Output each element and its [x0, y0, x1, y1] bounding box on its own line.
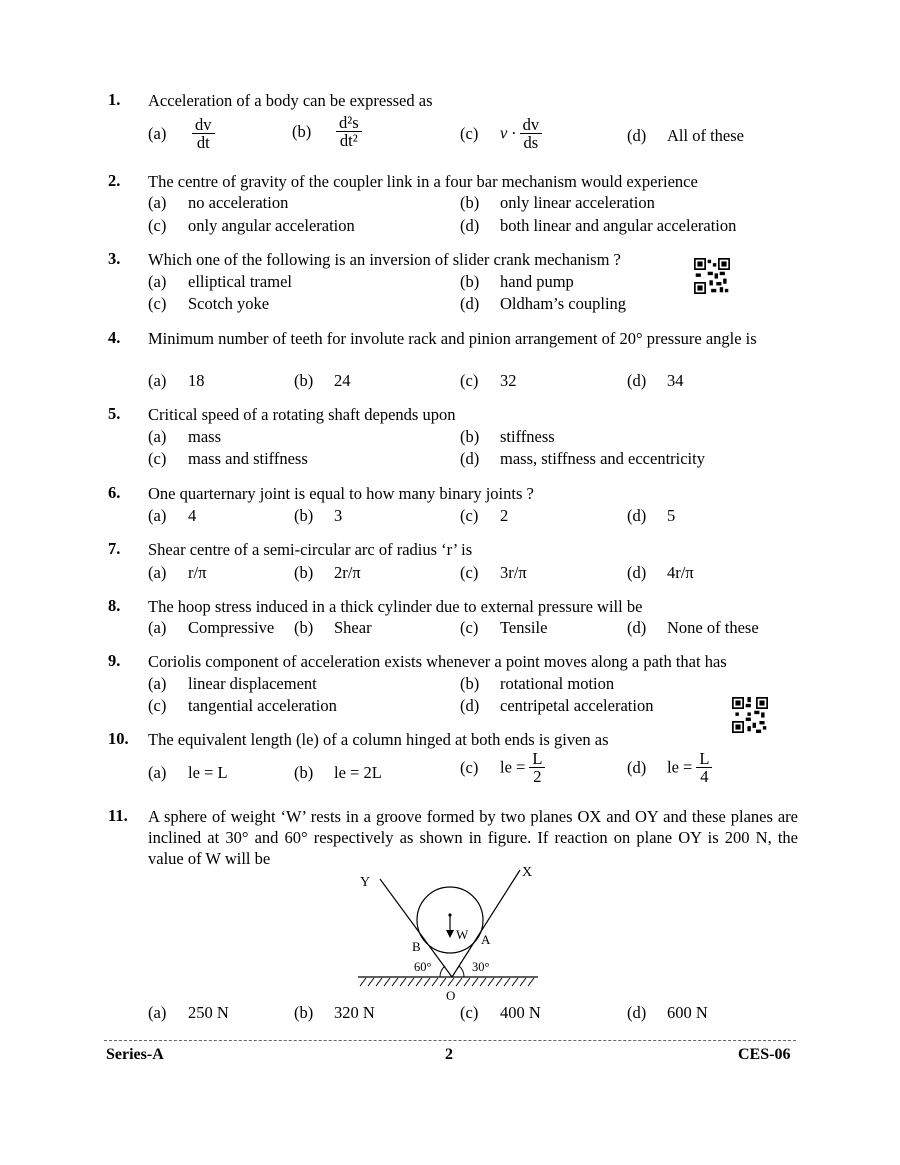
- question-stem: A sphere of weight ‘W’ rests in a groove formed by two planes OX and OY and these planes are inclined at 30° and 60° respectively as shown in figure. If reaction on plane OY is 200 N, the value of W will be: [148, 807, 798, 868]
- option-tag: (d): [460, 294, 480, 313]
- option-tag: (a): [148, 371, 167, 390]
- question-number: 8.: [108, 596, 121, 615]
- fraction: [696, 750, 712, 785]
- option-b: [294, 618, 372, 638]
- option-c: [148, 294, 269, 314]
- weight-arrowhead: [446, 930, 454, 938]
- option-tag: (d): [627, 618, 647, 637]
- option-a: [148, 506, 196, 526]
- option-tag: (d): [460, 696, 480, 715]
- fraction: [336, 114, 362, 149]
- option-tag: (b): [460, 193, 480, 212]
- numerator: d²s: [336, 114, 362, 132]
- numerator: L: [529, 750, 545, 768]
- option-tag: (d): [627, 371, 647, 390]
- question-number: 10.: [108, 729, 129, 748]
- option-text: 3: [334, 506, 343, 525]
- option-tag: (c): [460, 371, 479, 390]
- question-stem: Which one of the following is an inversion of slider crank mechanism ?: [148, 250, 621, 269]
- fraction: [192, 116, 215, 151]
- option-text: le = L: [188, 763, 228, 782]
- option-c: [460, 563, 527, 583]
- option-tag: (a): [148, 193, 167, 212]
- option-text: 24: [334, 371, 351, 390]
- option-d: [460, 449, 705, 469]
- angle-arc-left: [440, 966, 445, 977]
- option-tag: (c): [148, 294, 167, 313]
- option-tag: (c): [460, 123, 479, 143]
- option-text: mass: [188, 427, 221, 446]
- option-tag: (b): [294, 1003, 314, 1022]
- label-angle-left: 60°: [414, 960, 432, 974]
- option-tag: (b): [294, 371, 314, 390]
- numerator: dv: [192, 116, 215, 134]
- option-tag: (c): [460, 563, 479, 582]
- option-a: [148, 371, 205, 391]
- option-a: [148, 763, 228, 783]
- option-text: no acceleration: [188, 193, 289, 212]
- option-tag: (d): [627, 506, 647, 525]
- option-a: [148, 272, 292, 292]
- option-text: elliptical tramel: [188, 272, 292, 291]
- option-a: [148, 1003, 229, 1023]
- option-text: Tensile: [500, 618, 548, 637]
- option-b: [294, 506, 342, 526]
- footer-series: Series-A: [106, 1046, 164, 1063]
- question-stem: Coriolis component of acceleration exists whenever a point moves along a path that has: [148, 652, 727, 671]
- option-text: mass and stiffness: [188, 449, 308, 468]
- option-tag: (d): [627, 1003, 647, 1022]
- question-number: 9.: [108, 651, 121, 670]
- option-c: [148, 449, 308, 469]
- question-number: 6.: [108, 483, 121, 502]
- option-a: [148, 193, 288, 213]
- option-text: Scotch yoke: [188, 294, 270, 313]
- question-stem: One quarternary joint is equal to how many binary joints ?: [148, 484, 534, 503]
- option-tag: (b): [294, 618, 314, 637]
- option-d: [460, 216, 736, 236]
- footer-divider: [104, 1040, 796, 1041]
- option-tag: (c): [460, 506, 479, 525]
- question-number: 11.: [108, 806, 128, 825]
- question-number: 5.: [108, 404, 121, 423]
- option-text: 2r/π: [334, 563, 361, 582]
- option-b: [460, 193, 655, 213]
- option-b: [460, 272, 574, 292]
- prefix: v ·: [500, 123, 516, 143]
- option-text: linear displacement: [188, 674, 317, 693]
- option-text: 600 N: [667, 1003, 708, 1022]
- option-text: 4r/π: [667, 563, 694, 582]
- option-tag: (c): [460, 757, 479, 777]
- option-text: 4: [188, 506, 197, 525]
- option-c: [460, 116, 542, 151]
- prefix: le =: [667, 757, 693, 777]
- option-d: [627, 126, 744, 146]
- option-tag: (a): [148, 1003, 167, 1022]
- option-d: [627, 371, 684, 391]
- option-tag: (a): [148, 123, 167, 143]
- option-text: stiffness: [500, 427, 555, 446]
- option-text: only linear acceleration: [500, 193, 655, 212]
- option-text: rotational motion: [500, 674, 615, 693]
- option-c: [460, 618, 547, 638]
- angle-arc-right: [459, 966, 464, 977]
- page-number: 2: [445, 1046, 453, 1063]
- option-d: [627, 750, 712, 785]
- option-text: centripetal acceleration: [500, 696, 654, 715]
- denominator: dt: [196, 133, 210, 152]
- option-tag: (b): [294, 563, 314, 582]
- option-text: 5: [667, 506, 676, 525]
- option-text: 34: [667, 371, 684, 390]
- option-tag: (c): [460, 1003, 479, 1022]
- option-text: 400 N: [500, 1003, 541, 1022]
- option-tag: (c): [148, 449, 167, 468]
- option-text: Shear: [334, 618, 372, 637]
- option-a: [148, 427, 221, 447]
- option-d: [627, 1003, 708, 1023]
- option-tag: (a): [148, 618, 167, 637]
- option-tag: (c): [148, 696, 167, 715]
- label-w: W: [456, 927, 469, 942]
- option-text: None of these: [667, 618, 759, 637]
- label-angle-right: 30°: [472, 960, 490, 974]
- option-a: [148, 116, 215, 151]
- option-a: [148, 563, 206, 583]
- option-text: 3r/π: [500, 563, 527, 582]
- option-text: 2: [500, 506, 509, 525]
- option-tag: (b): [292, 121, 312, 141]
- option-text: Compressive: [188, 618, 275, 637]
- denominator: dt²: [339, 131, 358, 150]
- option-tag: (a): [148, 763, 167, 782]
- option-tag: (a): [148, 427, 167, 446]
- question-stem: Minimum number of teeth for involute rack and pinion arrangement of 20° pressure angle is: [148, 329, 757, 348]
- option-tag: (c): [460, 618, 479, 637]
- option-d: [460, 294, 626, 314]
- option-tag: (d): [460, 216, 480, 235]
- question-stem: Critical speed of a rotating shaft depends upon: [148, 405, 456, 424]
- option-tag: (d): [627, 563, 647, 582]
- option-c: [460, 750, 545, 785]
- option-text: hand pump: [500, 272, 574, 291]
- option-text: 250 N: [188, 1003, 229, 1022]
- option-text: both linear and angular acceleration: [500, 216, 737, 235]
- option-a: [148, 618, 274, 638]
- option-tag: (a): [148, 272, 167, 291]
- prefix: le =: [500, 757, 526, 777]
- option-b: [294, 763, 382, 783]
- option-text: 320 N: [334, 1003, 375, 1022]
- option-tag: (b): [460, 427, 480, 446]
- option-c: [460, 1003, 541, 1023]
- option-a: [148, 674, 317, 694]
- question-stem: The equivalent length (le) of a column hinged at both ends is given as: [148, 730, 609, 749]
- option-text: 18: [188, 371, 205, 390]
- option-tag: (b): [460, 272, 480, 291]
- option-b: [294, 371, 351, 391]
- option-text: tangential acceleration: [188, 696, 337, 715]
- groove-sphere-figure: [350, 864, 550, 1004]
- option-tag: (b): [460, 674, 480, 693]
- label-a: A: [481, 932, 491, 947]
- option-tag: (b): [294, 506, 314, 525]
- option-b: [294, 563, 361, 583]
- option-text: r/π: [188, 563, 207, 582]
- option-tag: (a): [148, 674, 167, 693]
- question-stem: The hoop stress induced in a thick cylinder due to external pressure will be: [148, 597, 643, 616]
- option-c: [148, 696, 337, 716]
- ground-hatch: [360, 978, 534, 986]
- fraction: [520, 116, 543, 151]
- denominator: ds: [523, 133, 539, 152]
- option-b: [460, 427, 555, 447]
- option-tag: (c): [148, 216, 167, 235]
- numerator: dv: [520, 116, 543, 134]
- qr-code-icon: [732, 697, 768, 733]
- option-c: [148, 216, 355, 236]
- question-number: 1.: [108, 90, 121, 109]
- option-b: [460, 674, 614, 694]
- question-number: 4.: [108, 328, 121, 347]
- option-tag: (d): [460, 449, 480, 468]
- option-d: [627, 563, 694, 583]
- option-text: mass, stiffness and eccentricity: [500, 449, 705, 468]
- label-b: B: [412, 939, 421, 954]
- footer-code: CES-06: [738, 1046, 791, 1063]
- option-d: [627, 618, 759, 638]
- sphere-centre: [448, 913, 451, 916]
- label-o: O: [446, 988, 456, 1003]
- option-text: only angular acceleration: [188, 216, 355, 235]
- option-text: All of these: [667, 126, 744, 145]
- option-tag: (a): [148, 506, 167, 525]
- fraction: [529, 750, 545, 785]
- option-d: [460, 696, 653, 716]
- qr-code-icon: [694, 258, 730, 294]
- option-tag: (b): [294, 763, 314, 782]
- question-number: 2.: [108, 171, 121, 190]
- option-tag: (d): [627, 757, 647, 777]
- option-text: Oldham’s coupling: [500, 294, 627, 313]
- option-tag: (d): [627, 126, 647, 145]
- question-stem: Acceleration of a body can be expressed as: [148, 91, 433, 110]
- question-stem: The centre of gravity of the coupler link in a four bar mechanism would experience: [148, 172, 698, 191]
- question-number: 7.: [108, 539, 121, 558]
- option-c: [460, 371, 517, 391]
- question-stem: Shear centre of a semi-circular arc of radius ‘r’ is: [148, 540, 473, 559]
- denominator: 2: [533, 767, 542, 786]
- option-d: [627, 506, 675, 526]
- label-x: X: [522, 865, 533, 880]
- option-tag: (a): [148, 563, 167, 582]
- option-text: 32: [500, 371, 517, 390]
- option-b: [292, 114, 362, 149]
- denominator: 4: [700, 767, 709, 786]
- option-text: le = 2L: [334, 763, 382, 782]
- label-y: Y: [360, 875, 371, 890]
- question-number: 3.: [108, 249, 121, 268]
- option-b: [294, 1003, 375, 1023]
- numerator: L: [696, 750, 712, 768]
- option-c: [460, 506, 508, 526]
